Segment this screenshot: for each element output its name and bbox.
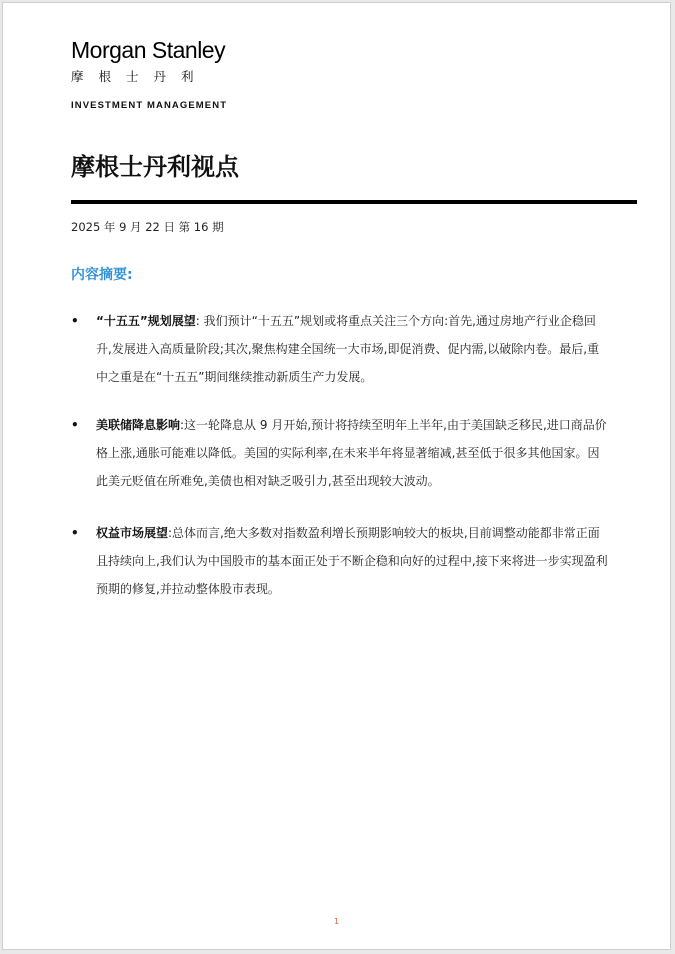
- page-title: 摩根士丹利视点: [71, 153, 239, 181]
- list-item: [71, 519, 611, 603]
- list-item: [71, 411, 611, 495]
- list-item: [71, 307, 611, 391]
- brand-logo-english: Morgan Stanley: [71, 37, 226, 63]
- bullet-lead: “十五五”规划展望: [96, 314, 196, 328]
- bullet-dot-icon: •: [71, 418, 79, 432]
- bullet-text: :总体而言,绝大多数对指数盈利增长预期影响较大的板块,目前调整动能都非常正面且持续向上,我们认为中国股市的基本面正处于不断企稳和向好的过程中,接下来将进一步实现盈利预期的修复,并拉动整体股市表现。: [96, 526, 608, 596]
- brand-division: INVESTMENT MANAGEMENT: [71, 100, 228, 111]
- bullet-lead: 权益市场展望: [96, 526, 169, 540]
- bullet-text: :这一轮降息从 9 月开始,预计将持续至明年上半年,由于美国缺乏移民,进口商品价格上涨,通胀可能难以降低。美国的实际利率,在未来半年将显著缩减,甚至低于很多其他国家。因此美元贬值在所难免,美债也相对缺乏吸引力,甚至出现较大波动。: [96, 418, 607, 488]
- bullet-dot-icon: •: [71, 526, 79, 540]
- brand-logo-chinese: 摩根士丹利: [71, 69, 209, 84]
- bullet-dot-icon: •: [71, 314, 79, 328]
- bullet-text: : 我们预计“十五五”规划或将重点关注三个方向:首先,通过房地产行业企稳回升,发展进入高质量阶段;其次,聚焦构建全国统一大市场,即促消费、促内需,以破除内卷。最后,重中之重是在“十五五”期间继续推动新质生产力发展。: [96, 314, 600, 384]
- bullet-lead: 美联储降息影响: [96, 418, 181, 432]
- summary-heading: 内容摘要:: [71, 267, 133, 283]
- page-number: 1: [333, 917, 340, 926]
- title-divider: [71, 200, 637, 204]
- issue-date: 2025 年 9 月 22 日 第 16 期: [71, 220, 224, 234]
- document-page: [2, 2, 671, 950]
